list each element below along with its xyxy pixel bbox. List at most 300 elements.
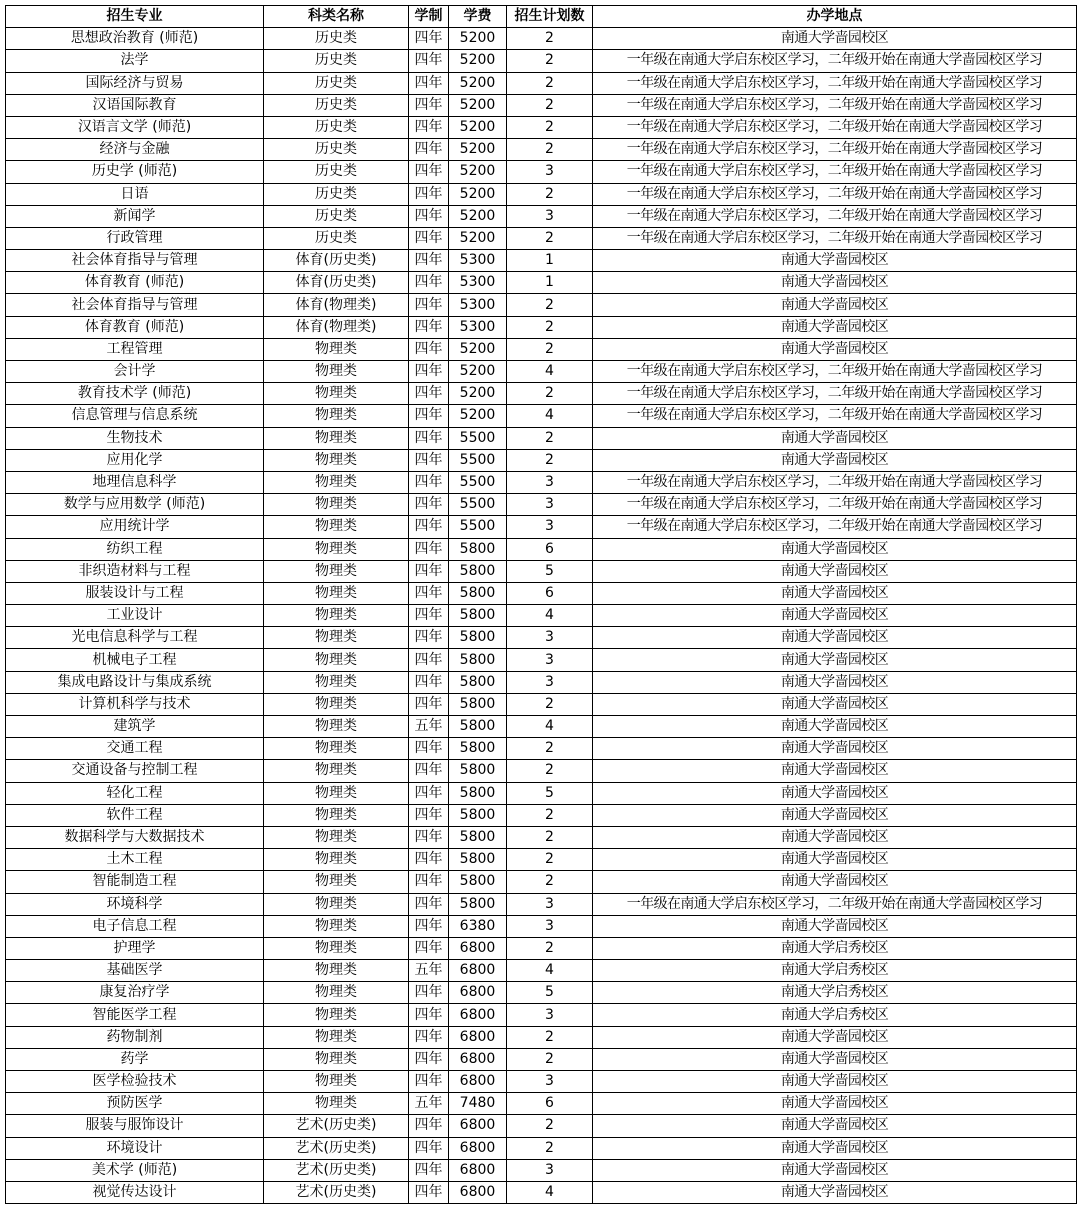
cell-tuition: 5500 bbox=[449, 427, 507, 449]
cell-category: 历史类 bbox=[264, 205, 409, 227]
cell-location: 南通大学啬园校区 bbox=[593, 649, 1077, 671]
table-row bbox=[6, 427, 1077, 449]
cell-tuition: 5200 bbox=[449, 116, 507, 138]
cell-major: 视觉传达设计 bbox=[6, 1181, 264, 1203]
cell-major: 工程管理 bbox=[6, 338, 264, 360]
cell-location: 南通大学啬园校区 bbox=[593, 1181, 1077, 1203]
cell-category: 艺术(历史类) bbox=[264, 1137, 409, 1159]
cell-location: 南通大学啬园校区 bbox=[593, 272, 1077, 294]
cell-plan-count: 6 bbox=[507, 1093, 593, 1115]
table-row bbox=[6, 826, 1077, 848]
cell-location: 南通大学启秀校区 bbox=[593, 1004, 1077, 1026]
table-row bbox=[6, 693, 1077, 715]
cell-major: 轻化工程 bbox=[6, 782, 264, 804]
table-row bbox=[6, 449, 1077, 471]
cell-plan-count: 2 bbox=[507, 316, 593, 338]
table-row bbox=[6, 338, 1077, 360]
cell-duration: 四年 bbox=[409, 1115, 449, 1137]
cell-location: 南通大学啬园校区 bbox=[593, 1115, 1077, 1137]
cell-major: 生物技术 bbox=[6, 427, 264, 449]
cell-duration: 四年 bbox=[409, 227, 449, 249]
cell-location: 一年级在南通大学启东校区学习，二年级开始在南通大学啬园校区学习 bbox=[593, 361, 1077, 383]
cell-plan-count: 2 bbox=[507, 28, 593, 50]
cell-plan-count: 5 bbox=[507, 782, 593, 804]
header-duration: 学制 bbox=[409, 6, 449, 28]
cell-plan-count: 6 bbox=[507, 582, 593, 604]
cell-duration: 四年 bbox=[409, 560, 449, 582]
cell-major: 护理学 bbox=[6, 937, 264, 959]
cell-plan-count: 3 bbox=[507, 671, 593, 693]
cell-category: 体育(物理类) bbox=[264, 294, 409, 316]
cell-major: 环境科学 bbox=[6, 893, 264, 915]
cell-plan-count: 6 bbox=[507, 538, 593, 560]
cell-major: 电子信息工程 bbox=[6, 915, 264, 937]
cell-duration: 四年 bbox=[409, 1048, 449, 1070]
cell-location: 南通大学启秀校区 bbox=[593, 982, 1077, 1004]
cell-major: 机械电子工程 bbox=[6, 649, 264, 671]
cell-location: 一年级在南通大学启东校区学习，二年级开始在南通大学啬园校区学习 bbox=[593, 116, 1077, 138]
cell-location: 南通大学啬园校区 bbox=[593, 28, 1077, 50]
cell-duration: 四年 bbox=[409, 161, 449, 183]
cell-duration: 四年 bbox=[409, 94, 449, 116]
cell-plan-count: 3 bbox=[507, 494, 593, 516]
cell-plan-count: 3 bbox=[507, 471, 593, 493]
cell-major: 体育教育 (师范) bbox=[6, 316, 264, 338]
cell-location: 南通大学啬园校区 bbox=[593, 250, 1077, 272]
cell-major: 预防医学 bbox=[6, 1093, 264, 1115]
table-row bbox=[6, 50, 1077, 72]
cell-plan-count: 2 bbox=[507, 1137, 593, 1159]
cell-tuition: 5800 bbox=[449, 560, 507, 582]
cell-tuition: 5800 bbox=[449, 760, 507, 782]
cell-location: 南通大学啬园校区 bbox=[593, 1026, 1077, 1048]
table-row bbox=[6, 627, 1077, 649]
cell-duration: 四年 bbox=[409, 893, 449, 915]
table-row bbox=[6, 982, 1077, 1004]
cell-duration: 四年 bbox=[409, 826, 449, 848]
cell-category: 体育(历史类) bbox=[264, 250, 409, 272]
cell-category: 物理类 bbox=[264, 471, 409, 493]
cell-major: 经济与金融 bbox=[6, 139, 264, 161]
cell-location: 南通大学啬园校区 bbox=[593, 605, 1077, 627]
table-row bbox=[6, 205, 1077, 227]
cell-category: 历史类 bbox=[264, 183, 409, 205]
cell-tuition: 5800 bbox=[449, 671, 507, 693]
cell-duration: 四年 bbox=[409, 494, 449, 516]
header-major: 招生专业 bbox=[6, 6, 264, 28]
cell-location: 一年级在南通大学启东校区学习，二年级开始在南通大学啬园校区学习 bbox=[593, 205, 1077, 227]
cell-plan-count: 3 bbox=[507, 205, 593, 227]
cell-category: 历史类 bbox=[264, 50, 409, 72]
cell-plan-count: 3 bbox=[507, 915, 593, 937]
cell-location: 南通大学啬园校区 bbox=[593, 427, 1077, 449]
cell-plan-count: 5 bbox=[507, 560, 593, 582]
cell-category: 物理类 bbox=[264, 716, 409, 738]
table-row bbox=[6, 494, 1077, 516]
cell-tuition: 5800 bbox=[449, 738, 507, 760]
cell-tuition: 5200 bbox=[449, 50, 507, 72]
table-row bbox=[6, 538, 1077, 560]
cell-major: 智能制造工程 bbox=[6, 871, 264, 893]
cell-major: 美术学 (师范) bbox=[6, 1159, 264, 1181]
table-row bbox=[6, 316, 1077, 338]
table-row bbox=[6, 72, 1077, 94]
cell-tuition: 5800 bbox=[449, 782, 507, 804]
cell-category: 物理类 bbox=[264, 782, 409, 804]
cell-plan-count: 2 bbox=[507, 294, 593, 316]
cell-tuition: 5200 bbox=[449, 183, 507, 205]
cell-duration: 四年 bbox=[409, 915, 449, 937]
cell-tuition: 5800 bbox=[449, 627, 507, 649]
cell-duration: 四年 bbox=[409, 205, 449, 227]
cell-plan-count: 4 bbox=[507, 960, 593, 982]
cell-location: 一年级在南通大学启东校区学习，二年级开始在南通大学啬园校区学习 bbox=[593, 94, 1077, 116]
cell-major: 汉语国际教育 bbox=[6, 94, 264, 116]
cell-duration: 四年 bbox=[409, 28, 449, 50]
cell-duration: 四年 bbox=[409, 50, 449, 72]
cell-duration: 四年 bbox=[409, 582, 449, 604]
table-row bbox=[6, 1071, 1077, 1093]
cell-location: 南通大学启秀校区 bbox=[593, 937, 1077, 959]
cell-duration: 五年 bbox=[409, 960, 449, 982]
cell-plan-count: 3 bbox=[507, 1159, 593, 1181]
cell-tuition: 5800 bbox=[449, 649, 507, 671]
table-row bbox=[6, 250, 1077, 272]
cell-tuition: 6380 bbox=[449, 915, 507, 937]
cell-plan-count: 2 bbox=[507, 871, 593, 893]
cell-duration: 五年 bbox=[409, 1093, 449, 1115]
cell-location: 南通大学啬园校区 bbox=[593, 1159, 1077, 1181]
cell-category: 体育(历史类) bbox=[264, 272, 409, 294]
cell-plan-count: 2 bbox=[507, 1115, 593, 1137]
cell-plan-count: 2 bbox=[507, 693, 593, 715]
cell-duration: 四年 bbox=[409, 1137, 449, 1159]
cell-plan-count: 3 bbox=[507, 161, 593, 183]
cell-category: 历史类 bbox=[264, 139, 409, 161]
cell-location: 南通大学啬园校区 bbox=[593, 316, 1077, 338]
cell-plan-count: 2 bbox=[507, 449, 593, 471]
cell-tuition: 5800 bbox=[449, 582, 507, 604]
cell-tuition: 6800 bbox=[449, 1137, 507, 1159]
cell-tuition: 5500 bbox=[449, 471, 507, 493]
cell-major: 应用化学 bbox=[6, 449, 264, 471]
cell-category: 物理类 bbox=[264, 893, 409, 915]
cell-plan-count: 1 bbox=[507, 250, 593, 272]
cell-tuition: 6800 bbox=[449, 1004, 507, 1026]
cell-category: 物理类 bbox=[264, 982, 409, 1004]
cell-location: 南通大学啬园校区 bbox=[593, 1093, 1077, 1115]
cell-location: 一年级在南通大学启东校区学习，二年级开始在南通大学啬园校区学习 bbox=[593, 893, 1077, 915]
cell-plan-count: 2 bbox=[507, 760, 593, 782]
cell-major: 体育教育 (师范) bbox=[6, 272, 264, 294]
cell-tuition: 5800 bbox=[449, 893, 507, 915]
cell-major: 药学 bbox=[6, 1048, 264, 1070]
cell-plan-count: 1 bbox=[507, 272, 593, 294]
cell-major: 日语 bbox=[6, 183, 264, 205]
cell-major: 智能医学工程 bbox=[6, 1004, 264, 1026]
cell-tuition: 5800 bbox=[449, 849, 507, 871]
cell-major: 法学 bbox=[6, 50, 264, 72]
cell-location: 一年级在南通大学启东校区学习，二年级开始在南通大学啬园校区学习 bbox=[593, 227, 1077, 249]
cell-plan-count: 2 bbox=[507, 50, 593, 72]
header-plan-count: 招生计划数 bbox=[507, 6, 593, 28]
table-row bbox=[6, 405, 1077, 427]
cell-category: 物理类 bbox=[264, 1026, 409, 1048]
cell-tuition: 5200 bbox=[449, 94, 507, 116]
table-row bbox=[6, 1048, 1077, 1070]
cell-tuition: 5200 bbox=[449, 72, 507, 94]
cell-category: 物理类 bbox=[264, 560, 409, 582]
cell-category: 物理类 bbox=[264, 538, 409, 560]
cell-major: 基础医学 bbox=[6, 960, 264, 982]
cell-category: 物理类 bbox=[264, 1093, 409, 1115]
cell-location: 南通大学啬园校区 bbox=[593, 716, 1077, 738]
cell-tuition: 6800 bbox=[449, 1048, 507, 1070]
cell-tuition: 5200 bbox=[449, 161, 507, 183]
cell-duration: 四年 bbox=[409, 782, 449, 804]
cell-plan-count: 2 bbox=[507, 183, 593, 205]
table-row bbox=[6, 1159, 1077, 1181]
cell-category: 物理类 bbox=[264, 960, 409, 982]
cell-major: 工业设计 bbox=[6, 605, 264, 627]
cell-tuition: 5200 bbox=[449, 383, 507, 405]
cell-location: 南通大学啬园校区 bbox=[593, 538, 1077, 560]
cell-location: 南通大学啬园校区 bbox=[593, 1048, 1077, 1070]
cell-major: 医学检验技术 bbox=[6, 1071, 264, 1093]
header-location: 办学地点 bbox=[593, 6, 1077, 28]
cell-plan-count: 4 bbox=[507, 605, 593, 627]
cell-tuition: 5800 bbox=[449, 693, 507, 715]
cell-location: 南通大学啬园校区 bbox=[593, 338, 1077, 360]
cell-duration: 四年 bbox=[409, 183, 449, 205]
cell-plan-count: 2 bbox=[507, 804, 593, 826]
table-row bbox=[6, 161, 1077, 183]
cell-duration: 四年 bbox=[409, 649, 449, 671]
cell-duration: 四年 bbox=[409, 449, 449, 471]
cell-tuition: 5300 bbox=[449, 316, 507, 338]
table-row bbox=[6, 560, 1077, 582]
cell-tuition: 6800 bbox=[449, 1115, 507, 1137]
cell-plan-count: 3 bbox=[507, 893, 593, 915]
cell-category: 物理类 bbox=[264, 582, 409, 604]
cell-location: 南通大学啬园校区 bbox=[593, 627, 1077, 649]
table-row bbox=[6, 760, 1077, 782]
cell-location: 南通大学啬园校区 bbox=[593, 915, 1077, 937]
table-row bbox=[6, 383, 1077, 405]
cell-category: 物理类 bbox=[264, 516, 409, 538]
cell-location: 一年级在南通大学启东校区学习，二年级开始在南通大学啬园校区学习 bbox=[593, 383, 1077, 405]
cell-location: 南通大学啬园校区 bbox=[593, 693, 1077, 715]
cell-major: 计算机科学与技术 bbox=[6, 693, 264, 715]
cell-category: 物理类 bbox=[264, 1048, 409, 1070]
cell-duration: 四年 bbox=[409, 538, 449, 560]
cell-location: 一年级在南通大学启东校区学习，二年级开始在南通大学啬园校区学习 bbox=[593, 471, 1077, 493]
table-row bbox=[6, 272, 1077, 294]
cell-major: 汉语言文学 (师范) bbox=[6, 116, 264, 138]
cell-plan-count: 2 bbox=[507, 937, 593, 959]
cell-location: 南通大学啬园校区 bbox=[593, 1137, 1077, 1159]
table-row bbox=[6, 871, 1077, 893]
cell-plan-count: 4 bbox=[507, 1181, 593, 1203]
cell-category: 物理类 bbox=[264, 760, 409, 782]
table-row bbox=[6, 471, 1077, 493]
cell-category: 物理类 bbox=[264, 1071, 409, 1093]
cell-duration: 四年 bbox=[409, 471, 449, 493]
cell-tuition: 5800 bbox=[449, 605, 507, 627]
cell-major: 服装与服饰设计 bbox=[6, 1115, 264, 1137]
cell-major: 国际经济与贸易 bbox=[6, 72, 264, 94]
table-row bbox=[6, 804, 1077, 826]
cell-category: 物理类 bbox=[264, 671, 409, 693]
cell-category: 物理类 bbox=[264, 738, 409, 760]
cell-duration: 四年 bbox=[409, 671, 449, 693]
cell-location: 南通大学启秀校区 bbox=[593, 960, 1077, 982]
cell-major: 历史学 (师范) bbox=[6, 161, 264, 183]
cell-tuition: 5800 bbox=[449, 804, 507, 826]
cell-tuition: 5200 bbox=[449, 205, 507, 227]
cell-plan-count: 2 bbox=[507, 849, 593, 871]
cell-category: 物理类 bbox=[264, 915, 409, 937]
cell-duration: 四年 bbox=[409, 1181, 449, 1203]
table-row bbox=[6, 1093, 1077, 1115]
cell-location: 南通大学啬园校区 bbox=[593, 671, 1077, 693]
table-row bbox=[6, 28, 1077, 50]
cell-duration: 四年 bbox=[409, 139, 449, 161]
cell-category: 历史类 bbox=[264, 28, 409, 50]
cell-duration: 四年 bbox=[409, 427, 449, 449]
cell-location: 一年级在南通大学启东校区学习，二年级开始在南通大学啬园校区学习 bbox=[593, 183, 1077, 205]
table-row bbox=[6, 1004, 1077, 1026]
cell-major: 交通设备与控制工程 bbox=[6, 760, 264, 782]
cell-duration: 四年 bbox=[409, 738, 449, 760]
table-row bbox=[6, 227, 1077, 249]
table-row bbox=[6, 94, 1077, 116]
cell-plan-count: 3 bbox=[507, 627, 593, 649]
cell-tuition: 6800 bbox=[449, 937, 507, 959]
cell-location: 一年级在南通大学启东校区学习，二年级开始在南通大学啬园校区学习 bbox=[593, 405, 1077, 427]
table-row bbox=[6, 1181, 1077, 1203]
cell-category: 历史类 bbox=[264, 116, 409, 138]
cell-category: 物理类 bbox=[264, 627, 409, 649]
table-row bbox=[6, 361, 1077, 383]
cell-tuition: 5800 bbox=[449, 716, 507, 738]
header-tuition: 学费 bbox=[449, 6, 507, 28]
cell-tuition: 7480 bbox=[449, 1093, 507, 1115]
table-row bbox=[6, 738, 1077, 760]
cell-plan-count: 4 bbox=[507, 716, 593, 738]
table-row bbox=[6, 937, 1077, 959]
cell-tuition: 5300 bbox=[449, 272, 507, 294]
table-row bbox=[6, 183, 1077, 205]
cell-duration: 四年 bbox=[409, 804, 449, 826]
cell-category: 物理类 bbox=[264, 494, 409, 516]
cell-tuition: 5200 bbox=[449, 28, 507, 50]
table-row bbox=[6, 649, 1077, 671]
cell-major: 光电信息科学与工程 bbox=[6, 627, 264, 649]
cell-plan-count: 2 bbox=[507, 72, 593, 94]
cell-plan-count: 3 bbox=[507, 1004, 593, 1026]
cell-duration: 四年 bbox=[409, 316, 449, 338]
cell-tuition: 5300 bbox=[449, 294, 507, 316]
cell-tuition: 5500 bbox=[449, 516, 507, 538]
table-row bbox=[6, 1026, 1077, 1048]
cell-plan-count: 4 bbox=[507, 361, 593, 383]
cell-category: 物理类 bbox=[264, 826, 409, 848]
cell-location: 南通大学啬园校区 bbox=[593, 871, 1077, 893]
table-row bbox=[6, 671, 1077, 693]
cell-major: 服装设计与工程 bbox=[6, 582, 264, 604]
cell-location: 南通大学啬园校区 bbox=[593, 738, 1077, 760]
cell-category: 物理类 bbox=[264, 1004, 409, 1026]
table-row bbox=[6, 782, 1077, 804]
cell-category: 历史类 bbox=[264, 94, 409, 116]
cell-tuition: 6800 bbox=[449, 982, 507, 1004]
cell-category: 物理类 bbox=[264, 449, 409, 471]
cell-duration: 四年 bbox=[409, 405, 449, 427]
table-body bbox=[6, 28, 1077, 1204]
cell-duration: 四年 bbox=[409, 693, 449, 715]
table-row bbox=[6, 716, 1077, 738]
cell-plan-count: 2 bbox=[507, 427, 593, 449]
table-row bbox=[6, 915, 1077, 937]
cell-category: 物理类 bbox=[264, 605, 409, 627]
header-row bbox=[6, 6, 1077, 28]
cell-duration: 四年 bbox=[409, 605, 449, 627]
cell-plan-count: 2 bbox=[507, 826, 593, 848]
cell-duration: 四年 bbox=[409, 627, 449, 649]
cell-major: 信息管理与信息系统 bbox=[6, 405, 264, 427]
table-row bbox=[6, 516, 1077, 538]
cell-tuition: 5200 bbox=[449, 139, 507, 161]
cell-location: 南通大学啬园校区 bbox=[593, 1071, 1077, 1093]
cell-category: 体育(物理类) bbox=[264, 316, 409, 338]
cell-major: 纺织工程 bbox=[6, 538, 264, 560]
cell-duration: 四年 bbox=[409, 871, 449, 893]
cell-major: 药物制剂 bbox=[6, 1026, 264, 1048]
cell-plan-count: 2 bbox=[507, 94, 593, 116]
cell-duration: 四年 bbox=[409, 72, 449, 94]
table-row bbox=[6, 1137, 1077, 1159]
cell-tuition: 6800 bbox=[449, 1181, 507, 1203]
cell-duration: 四年 bbox=[409, 1071, 449, 1093]
admissions-plan-table bbox=[5, 5, 1077, 1204]
cell-location: 南通大学啬园校区 bbox=[593, 582, 1077, 604]
cell-location: 南通大学啬园校区 bbox=[593, 849, 1077, 871]
cell-tuition: 5200 bbox=[449, 405, 507, 427]
cell-location: 南通大学啬园校区 bbox=[593, 294, 1077, 316]
cell-major: 教育技术学 (师范) bbox=[6, 383, 264, 405]
cell-tuition: 5200 bbox=[449, 361, 507, 383]
cell-plan-count: 2 bbox=[507, 139, 593, 161]
cell-category: 艺术(历史类) bbox=[264, 1159, 409, 1181]
cell-major: 数学与应用数学 (师范) bbox=[6, 494, 264, 516]
cell-location: 南通大学啬园校区 bbox=[593, 804, 1077, 826]
table-row bbox=[6, 116, 1077, 138]
cell-location: 南通大学啬园校区 bbox=[593, 782, 1077, 804]
cell-tuition: 5800 bbox=[449, 826, 507, 848]
table-row bbox=[6, 582, 1077, 604]
cell-tuition: 5200 bbox=[449, 338, 507, 360]
cell-duration: 四年 bbox=[409, 937, 449, 959]
cell-location: 南通大学啬园校区 bbox=[593, 760, 1077, 782]
cell-duration: 四年 bbox=[409, 361, 449, 383]
cell-duration: 四年 bbox=[409, 516, 449, 538]
table-row bbox=[6, 960, 1077, 982]
cell-plan-count: 3 bbox=[507, 516, 593, 538]
cell-category: 艺术(历史类) bbox=[264, 1181, 409, 1203]
cell-tuition: 5800 bbox=[449, 871, 507, 893]
cell-tuition: 6800 bbox=[449, 960, 507, 982]
